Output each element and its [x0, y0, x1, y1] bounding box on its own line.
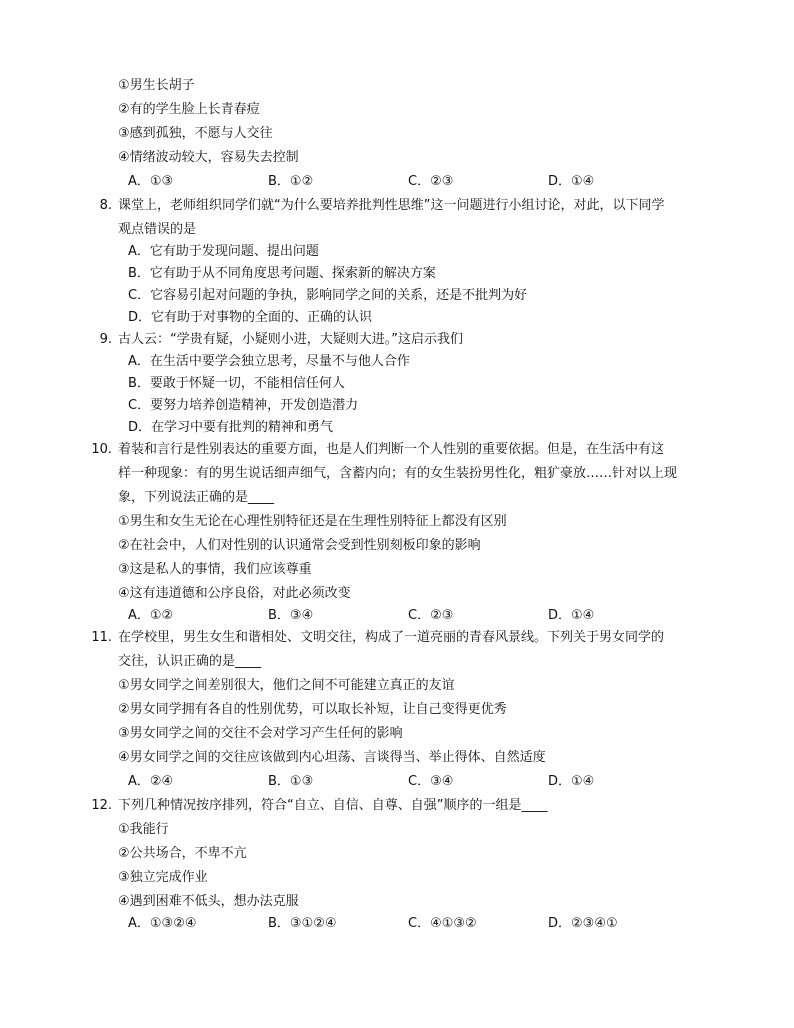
q12-option-d: D．②③④①: [548, 916, 618, 931]
q7-statement-4: ④情绪波动较大，容易失去控制: [118, 150, 299, 165]
q11-statement-3: ③男女同学之间的交往不会对学习产生任何的影响: [118, 726, 403, 741]
q9-choice-d: D．在学习中要有批判的精神和勇气: [128, 420, 334, 435]
q10-option-a: A．①②: [128, 608, 174, 623]
q12-stem-line-1: 下列几种情况按序排列，符合“自立、自信、自尊、自强”顺序的一组是____: [118, 798, 548, 813]
q11-stem-line-2: 交往，认识正确的是____: [118, 654, 262, 669]
q7-statement-2: ②有的学生脸上长青春痘: [118, 102, 260, 117]
q10-number: 10.: [91, 442, 112, 457]
q7-option-b: B．①②: [268, 174, 314, 189]
q7-option-c: C．②③: [408, 174, 454, 189]
q9-number: 9.: [99, 332, 112, 347]
q10-statement-1: ①男生和女生无论在心理性别特征还是在生理性别特征上都没有区别: [118, 514, 507, 529]
q10-stem-line-1: 着装和言行是性别表达的重要方面，也是人们判断一个人性别的重要依据。但是，在生活中有这: [118, 442, 665, 457]
q7-statement-1: ①男生长胡子: [118, 78, 195, 93]
q8-choice-d: D．它有助于对事物的全面的、正确的认识: [128, 310, 373, 325]
q7-option-a: A．①③: [128, 174, 174, 189]
q12-option-a: A．①③②④: [128, 916, 197, 931]
q11-options: [128, 771, 648, 793]
q8-choice-a: A．它有助于发现问题、提出问题: [128, 244, 319, 259]
q8-choice-c: C．它容易引起对问题的争执，影响同学之间的关系，还是不批判为好: [128, 288, 528, 303]
q8-choice-b: B．它有助于从不同角度思考问题、探索新的解决方案: [128, 266, 436, 281]
q10-statement-3: ③这是私人的事情，我们应该尊重: [118, 562, 312, 577]
q12-statement-3: ③独立完成作业: [118, 870, 208, 885]
q7-options: [128, 171, 648, 193]
q10-stem-line-3: 象，下列说法正确的是____: [118, 490, 275, 505]
q10-options: [128, 605, 648, 627]
q12-statement-4: ④遇到困难不低头，想办法克服: [118, 894, 299, 909]
q12-statement-1: ①我能行: [118, 822, 169, 837]
q9-choice-c: C．要努力培养创造精神，开发创造潜力: [128, 398, 359, 413]
q11-option-d: D．①④: [548, 774, 595, 789]
q9-choice-b: B．要敢于怀疑一切，不能相信任何人: [128, 376, 345, 391]
q10-option-c: C．②③: [408, 608, 454, 623]
q10-stem-line-2: 样一种现象：有的男生说话细声细气，含蓄内向；有的女生装扮男性化，粗犷豪放……针对以上现: [118, 466, 678, 481]
q8-stem-line-1: 课堂上，老师组织同学们就“为什么要培养批判性思维”这一问题进行小组讨论，对此，以下同学: [118, 198, 665, 213]
q11-stem-line-1: 在学校里，男生女生和谐相处、文明交往，构成了一道亮丽的青春风景线。下列关于男女同学的: [118, 630, 665, 645]
q10-option-b: B．③④: [268, 608, 314, 623]
q10-option-d: D．①④: [548, 608, 595, 623]
q12-statement-2: ②公共场合，不卑不亢: [118, 846, 247, 861]
q11-statement-1: ①男女同学之间差别很大，他们之间不可能建立真正的友谊: [118, 678, 455, 693]
q12-number: 12.: [91, 798, 112, 813]
q8-number: 8.: [99, 198, 112, 213]
q10-statement-4: ④这有违道德和公序良俗，对此必须改变: [118, 586, 351, 601]
q10-statement-2: ②在社会中，人们对性别的认识通常会受到性别刻板印象的影响: [118, 538, 481, 553]
q7-statement-3: ③感到孤独，不愿与人交往: [118, 126, 273, 141]
q9-stem-line-1: 古人云：“学贵有疑，小疑则小进，大疑则大进。”这启示我们: [118, 332, 463, 347]
q11-statement-4: ④男女同学之间的交往应该做到内心坦荡、言谈得当、举止得体、自然适度: [118, 750, 546, 765]
q11-option-a: A．②④: [128, 774, 174, 789]
q12-options: [128, 913, 648, 935]
q11-option-b: B．①③: [268, 774, 314, 789]
q12-option-c: C．④①③②: [408, 916, 477, 931]
q9-choice-a: A．在生活中要学会独立思考，尽量不与他人合作: [128, 354, 410, 369]
q11-option-c: C．③④: [408, 774, 454, 789]
q8-stem-line-2: 观点错误的是: [118, 222, 197, 237]
q11-statement-2: ②男女同学拥有各自的性别优势，可以取长补短，让自己变得更优秀: [118, 702, 507, 717]
q12-option-b: B．③①②④: [268, 916, 337, 931]
q11-number: 11.: [91, 630, 112, 645]
q7-option-d: D．①④: [548, 174, 595, 189]
